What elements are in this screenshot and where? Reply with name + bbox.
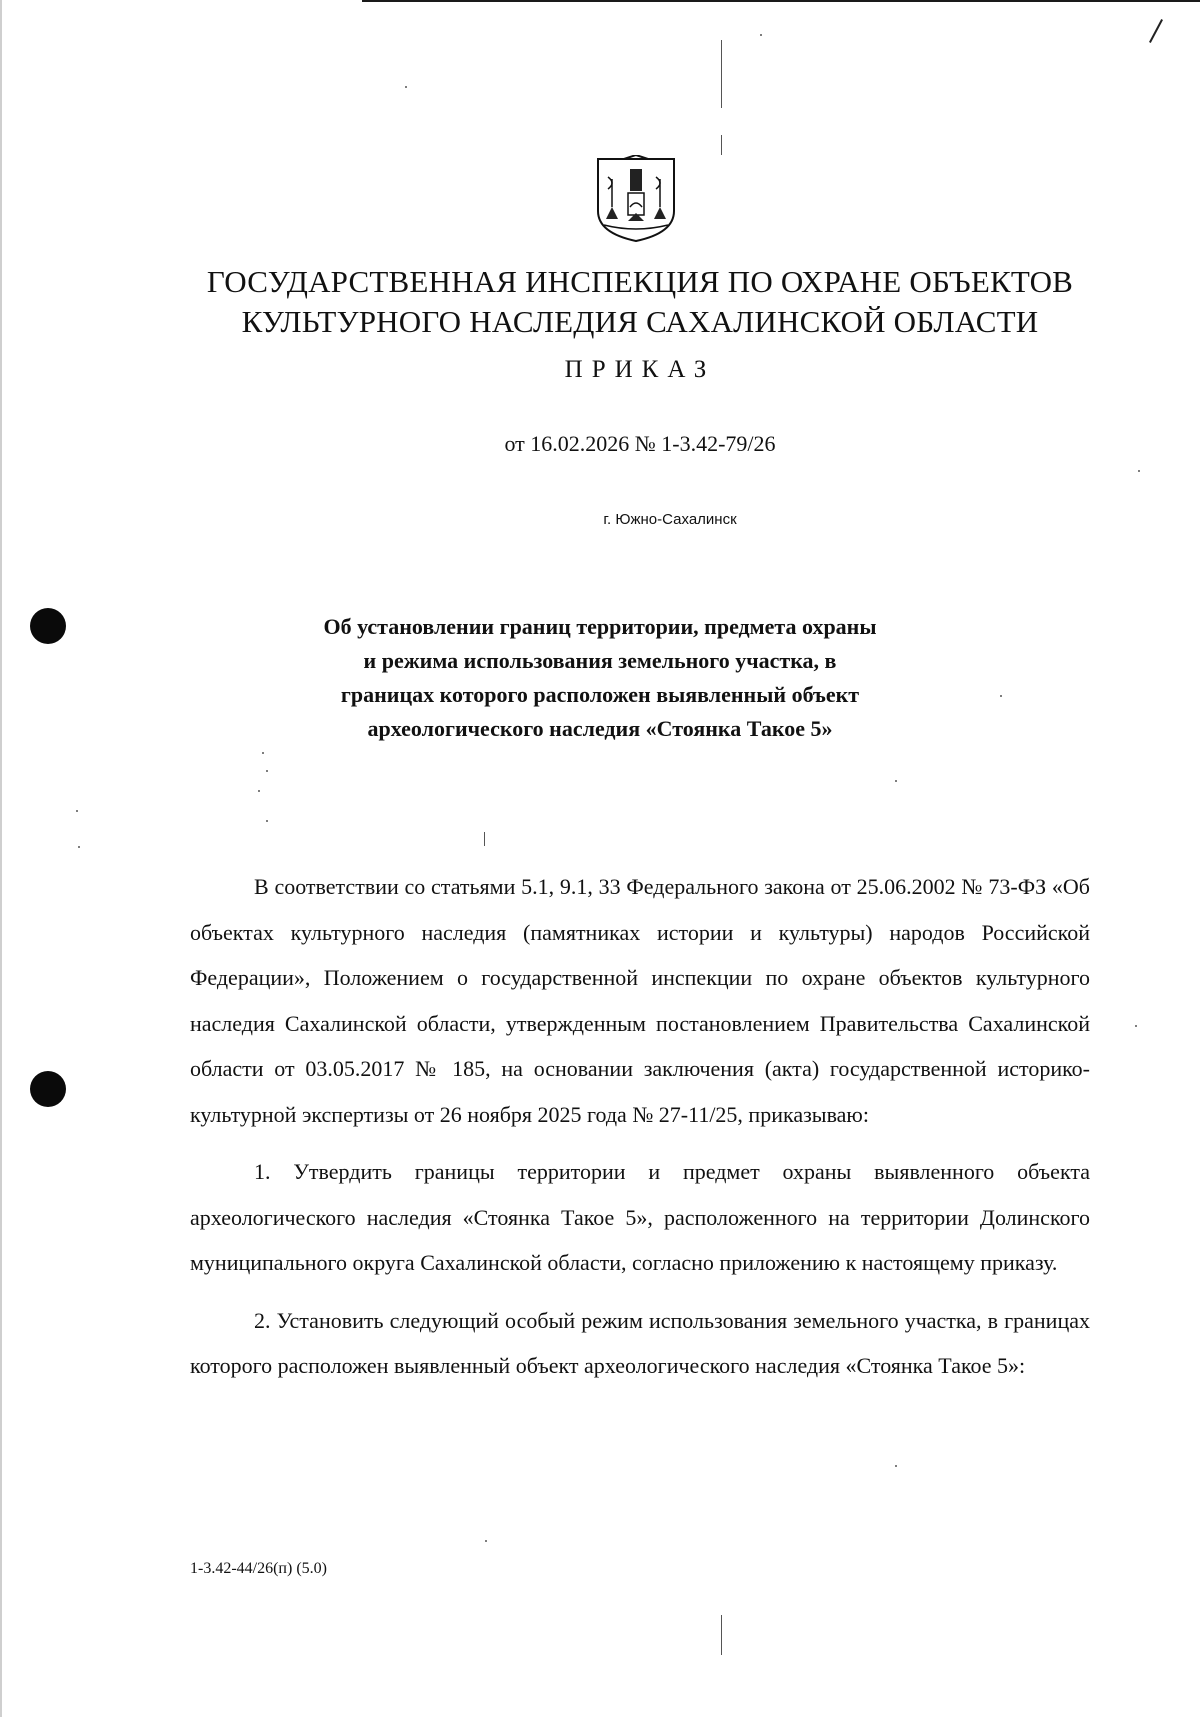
scan-artifact — [721, 40, 722, 108]
scan-artifact — [484, 832, 485, 846]
punch-hole — [30, 1071, 66, 1107]
scan-artifact — [405, 86, 407, 88]
scan-artifact — [266, 770, 268, 772]
document-code: 1-3.42-44/26(п) (5.0) — [190, 1560, 327, 1577]
city-name: г. Южно-Сахалинск — [603, 511, 737, 528]
coat-of-arms-icon — [594, 155, 678, 243]
scan-artifact — [1138, 470, 1140, 472]
pen-mark — [1149, 19, 1163, 43]
agency-title — [120, 262, 1160, 342]
scan-artifact — [266, 820, 268, 822]
scan-artifact — [78, 846, 80, 848]
scan-artifact — [721, 1615, 722, 1655]
order-item-1: 1. Утвердить границы территории и предмет охраны выявленного объекта археологического наследия «Стоянка Такое 5», расположенного на территории Долинского муниципального округа Сахалинской области, согласно приложению к настоящему приказу. — [190, 1159, 1090, 1275]
agency-title-line: КУЛЬТУРНОГО НАСЛЕДИЯ САХАЛИНСКОЙ ОБЛАСТИ — [241, 304, 1039, 339]
agency-title-line: ГОСУДАРСТВЕННАЯ ИНСПЕКЦИЯ ПО ОХРАНЕ ОБЪЕКТОВ — [206, 264, 1074, 299]
scan-artifact — [262, 752, 264, 754]
order-body — [190, 864, 1090, 1402]
scan-artifact — [895, 780, 897, 782]
order-label: ПРИКАЗ — [564, 356, 716, 383]
subject-line: и режима использования земельного участка, в — [363, 648, 837, 673]
scan-left-edge — [0, 0, 2, 1717]
scan-top-edge — [362, 0, 1200, 2]
scan-artifact — [1135, 1025, 1137, 1027]
scan-artifact — [760, 34, 762, 36]
scan-artifact — [895, 1465, 897, 1467]
preamble-paragraph: В соответствии со статьями 5.1, 9.1, 33 Федерального закона от 25.06.2002 № 73-ФЗ «Об объектах культурного наследия (памятниках истории и культуры) народов Российской Федерации», Положением о государственной инспекции по охране объектов культурного наследия Сахалинской области, утвержденным постановлением Правительства Сахалинской области от 03.05.2017 № 185, на основании заключения (акта) государственной историко-культурной экспертизы от 26 ноября 2025 года № 27-11/25, приказываю: — [190, 874, 1090, 1127]
punch-hole — [30, 608, 66, 644]
subject-line: Об установлении границ территории, предмета охраны — [323, 614, 877, 639]
scan-artifact — [1000, 695, 1002, 697]
order-subject — [250, 610, 950, 746]
subject-line: границах которого расположен выявленный объект — [340, 682, 860, 707]
subject-line: археологического наследия «Стоянка Такое 5» — [367, 716, 833, 741]
scan-artifact — [258, 790, 260, 792]
scan-artifact — [721, 135, 722, 155]
order-number: от 16.02.2026 № 1-3.42-79/26 — [504, 431, 776, 456]
scan-artifact — [76, 810, 78, 812]
scan-artifact — [485, 1540, 487, 1542]
order-item-2: 2. Установить следующий особый режим использования земельного участка, в границах которого расположен выявленный объект археологического наследия «Стоянка Такое 5»: — [190, 1307, 1090, 1378]
